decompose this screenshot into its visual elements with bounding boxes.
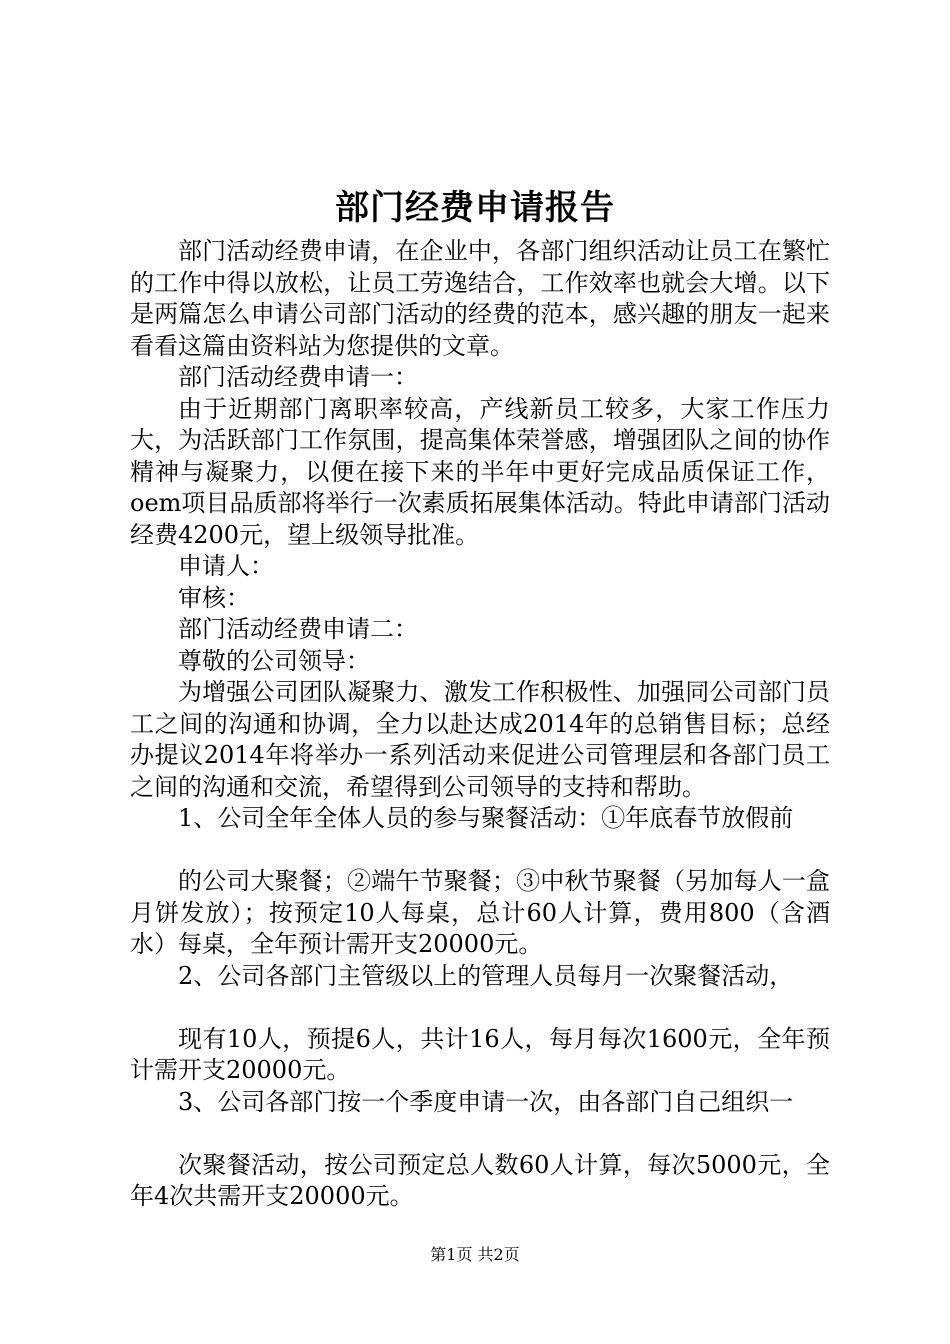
application-one-body: 由于近期部门离职率较高，产线新员工较多，大家工作压力大，为活跃部门工作氛围，提高集体荣誉感，增强团队之间的协作精神与凝聚力，以便在接下来的半年中更好完成品质保证工作，oem项目品质部将举行一次素质拓展集体活动。特此申请部门活动经费4200元，望上级领导批准。 bbox=[130, 394, 830, 549]
applicant-label: 申请人： bbox=[178, 552, 274, 580]
salutation: 尊敬的公司领导： bbox=[178, 646, 370, 675]
review-label: 审核： bbox=[178, 583, 250, 612]
document-body bbox=[130, 236, 830, 1213]
item-three-continued: 次聚餐活动，按公司预定总人数60人计算，每次5000元，全年4次共需开支20000元。 bbox=[130, 1150, 830, 1210]
application-two-body: 为增强公司团队凝聚力、激发工作积极性、加强同公司部门员工之间的沟通和协调，全力以赴达成2014年的总销售目标；总经办提议2014年将举办一系列活动来促进公司管理层和各部门员工之间的沟通和交流，希望得到公司领导的支持和帮助。 bbox=[130, 678, 830, 801]
document-title: 部门经费申请报告 bbox=[335, 188, 615, 228]
item-three-start: 3、公司各部门按一个季度申请一次，由各部门自己组织一 bbox=[178, 1087, 794, 1116]
intro-paragraph: 部门活动经费申请，在企业中，各部门组织活动让员工在繁忙的工作中得以放松，让员工劳逸结合，工作效率也就会大增。以下是两篇怎么申请公司部门活动的经费的范本，感兴趣的朋友一起来看看这篇由资料站为您提供的文章。 bbox=[130, 237, 830, 360]
item-one-start: 1、公司全年全体人员的参与聚餐活动：①年底春节放假前 bbox=[178, 804, 794, 832]
section-heading-application-two: 部门活动经费申请二： bbox=[178, 615, 418, 643]
page-number-footer: 第1页 共2页 bbox=[430, 1245, 520, 1264]
item-one-continued: 的公司大聚餐；②端午节聚餐；③中秋节聚餐（另加每人一盒月饼发放）；按预定10人每桌，总计60人计算，费用800（含酒水）每桌，全年预计需开支20000元。 bbox=[130, 867, 830, 958]
item-two-continued: 现有10人，预提6人，共计16人，每月每次1600元，全年预计需开支20000元。 bbox=[130, 1024, 830, 1084]
section-heading-application-one: 部门活动经费申请一： bbox=[178, 363, 418, 391]
item-two-start: 2、公司各部门主管级以上的管理人员每月一次聚餐活动， bbox=[178, 961, 794, 990]
